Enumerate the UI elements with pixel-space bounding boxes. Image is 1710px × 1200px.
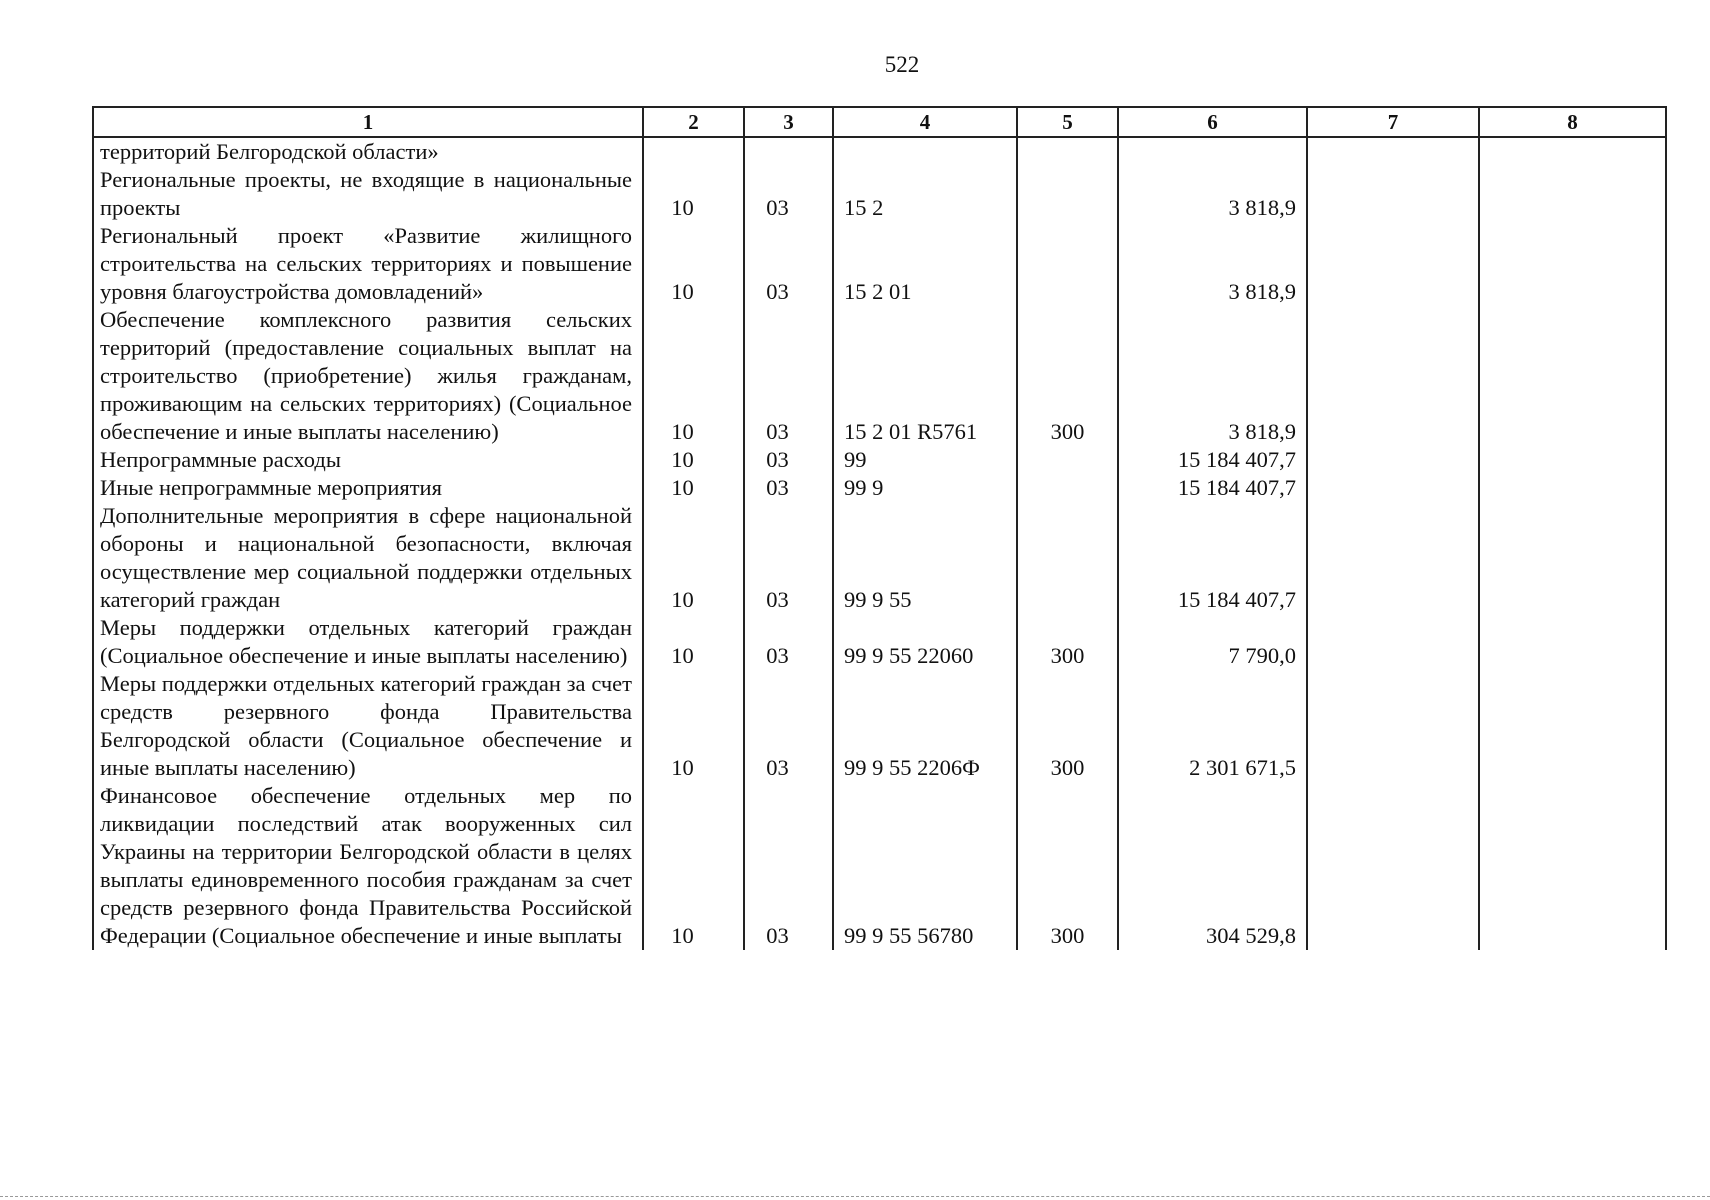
cell-col-7 <box>1307 670 1479 782</box>
header-col-7: 7 <box>1307 107 1479 137</box>
header-col-5: 5 <box>1017 107 1118 137</box>
header-col-3: 3 <box>744 107 833 137</box>
cell-col-7 <box>1307 782 1479 950</box>
cell-col-7 <box>1307 166 1479 222</box>
cell-col-8 <box>1479 474 1666 502</box>
cell-amount: 304 529,8 <box>1118 782 1307 950</box>
table-row <box>93 446 1666 474</box>
cell-col-8 <box>1479 166 1666 222</box>
cell-amount: 3 818,9 <box>1118 222 1307 306</box>
cell-amount: 3 818,9 <box>1118 166 1307 222</box>
table-row <box>93 782 1666 950</box>
cell-item-name: Дополнительные мероприятия в сфере национальной обороны и национальной безопасности, включая осуществление мер социальной поддержки отдельных категорий граждан <box>93 502 643 614</box>
cell-section-code: 10 <box>643 166 744 222</box>
header-row <box>93 107 1666 137</box>
cell-subsection-code: 03 <box>744 222 833 306</box>
header-col-1: 1 <box>93 107 643 137</box>
budget-table <box>92 106 1667 950</box>
cell-target-article-code: 99 9 <box>833 474 1017 502</box>
cell-expense-type-code: 300 <box>1017 782 1118 950</box>
cell-col-7 <box>1307 502 1479 614</box>
cell-item-name: Региональные проекты, не входящие в национальные проекты <box>93 166 643 222</box>
cell-item-name: Финансовое обеспечение отдельных мер по ликвидации последствий атак вооруженных сил Украины на территории Белгородской области в целях выплаты единовременного пособия гражданам за счет средств резервного фонда Правительства Российской Федерации (Социальное обеспечение и иные выплаты <box>93 782 643 950</box>
table-header <box>93 107 1666 137</box>
cell-col-7 <box>1307 222 1479 306</box>
cell-item-name: территорий Белгородской области» <box>93 137 643 166</box>
cell-subsection-code: 03 <box>744 670 833 782</box>
cell-amount: 2 301 671,5 <box>1118 670 1307 782</box>
cell-expense-type-code <box>1017 166 1118 222</box>
cell-expense-type-code: 300 <box>1017 670 1118 782</box>
cell-subsection-code: 03 <box>744 782 833 950</box>
cell-amount <box>1118 137 1307 166</box>
table-row <box>93 222 1666 306</box>
cell-subsection-code: 03 <box>744 306 833 446</box>
cell-item-name: Региональный проект «Развитие жилищного строительства на сельских территориях и повышение уровня благоустройства домовладений» <box>93 222 643 306</box>
cell-col-7 <box>1307 614 1479 670</box>
cell-col-7 <box>1307 474 1479 502</box>
cell-section-code: 10 <box>643 474 744 502</box>
cell-expense-type-code <box>1017 474 1118 502</box>
table-row <box>93 474 1666 502</box>
cell-section-code: 10 <box>643 446 744 474</box>
header-col-6: 6 <box>1118 107 1307 137</box>
cell-target-article-code: 99 9 55 56780 <box>833 782 1017 950</box>
cell-col-8 <box>1479 670 1666 782</box>
cell-amount: 3 818,9 <box>1118 306 1307 446</box>
cell-item-name: Непрограммные расходы <box>93 446 643 474</box>
table-row <box>93 502 1666 614</box>
cell-expense-type-code <box>1017 502 1118 614</box>
cell-expense-type-code: 300 <box>1017 614 1118 670</box>
cell-target-article-code: 99 <box>833 446 1017 474</box>
table-body <box>93 137 1666 950</box>
cell-expense-type-code <box>1017 222 1118 306</box>
cell-item-name: Обеспечение комплексного развития сельских территорий (предоставление социальных выплат на строительство (приобретение) жилья гражданам, проживающим на сельских территориях) (Социальное обеспечение и иные выплаты населению) <box>93 306 643 446</box>
cell-col-8 <box>1479 614 1666 670</box>
cell-col-8 <box>1479 446 1666 474</box>
cell-amount: 15 184 407,7 <box>1118 446 1307 474</box>
header-col-2: 2 <box>643 107 744 137</box>
cell-col-7 <box>1307 306 1479 446</box>
table-row <box>93 166 1666 222</box>
cell-target-article-code: 15 2 01 <box>833 222 1017 306</box>
cell-item-name: Меры поддержки отдельных категорий граждан (Социальное обеспечение и иные выплаты населению) <box>93 614 643 670</box>
cell-target-article-code: 99 9 55 <box>833 502 1017 614</box>
scan-edge-line <box>0 1196 1710 1197</box>
cell-item-name: Меры поддержки отдельных категорий граждан за счет средств резервного фонда Правительства Белгородской области (Социальное обеспечение и иные выплаты населению) <box>93 670 643 782</box>
cell-target-article-code <box>833 137 1017 166</box>
cell-section-code: 10 <box>643 782 744 950</box>
cell-target-article-code: 15 2 01 R5761 <box>833 306 1017 446</box>
cell-subsection-code: 03 <box>744 166 833 222</box>
cell-subsection-code <box>744 137 833 166</box>
table-row <box>93 137 1666 166</box>
cell-section-code: 10 <box>643 502 744 614</box>
cell-target-article-code: 99 9 55 22060 <box>833 614 1017 670</box>
page-number: 522 <box>884 52 920 77</box>
cell-col-7 <box>1307 137 1479 166</box>
table-row <box>93 614 1666 670</box>
cell-col-8 <box>1479 306 1666 446</box>
cell-amount: 7 790,0 <box>1118 614 1307 670</box>
cell-expense-type-code: 300 <box>1017 306 1118 446</box>
cell-expense-type-code <box>1017 137 1118 166</box>
header-col-4: 4 <box>833 107 1017 137</box>
cell-col-8 <box>1479 502 1666 614</box>
cell-subsection-code: 03 <box>744 474 833 502</box>
cell-amount: 15 184 407,7 <box>1118 502 1307 614</box>
table-row <box>93 670 1666 782</box>
cell-section-code: 10 <box>643 614 744 670</box>
header-col-8: 8 <box>1479 107 1666 137</box>
cell-subsection-code: 03 <box>744 502 833 614</box>
cell-col-7 <box>1307 446 1479 474</box>
cell-col-8 <box>1479 137 1666 166</box>
cell-expense-type-code <box>1017 446 1118 474</box>
cell-subsection-code: 03 <box>744 446 833 474</box>
cell-col-8 <box>1479 782 1666 950</box>
cell-amount: 15 184 407,7 <box>1118 474 1307 502</box>
cell-target-article-code: 99 9 55 2206Ф <box>833 670 1017 782</box>
cell-item-name: Иные непрограммные мероприятия <box>93 474 643 502</box>
cell-target-article-code: 15 2 <box>833 166 1017 222</box>
cell-col-8 <box>1479 222 1666 306</box>
cell-section-code <box>643 137 744 166</box>
cell-subsection-code: 03 <box>744 614 833 670</box>
cell-section-code: 10 <box>643 670 744 782</box>
cell-section-code: 10 <box>643 306 744 446</box>
table-row <box>93 306 1666 446</box>
cell-section-code: 10 <box>643 222 744 306</box>
